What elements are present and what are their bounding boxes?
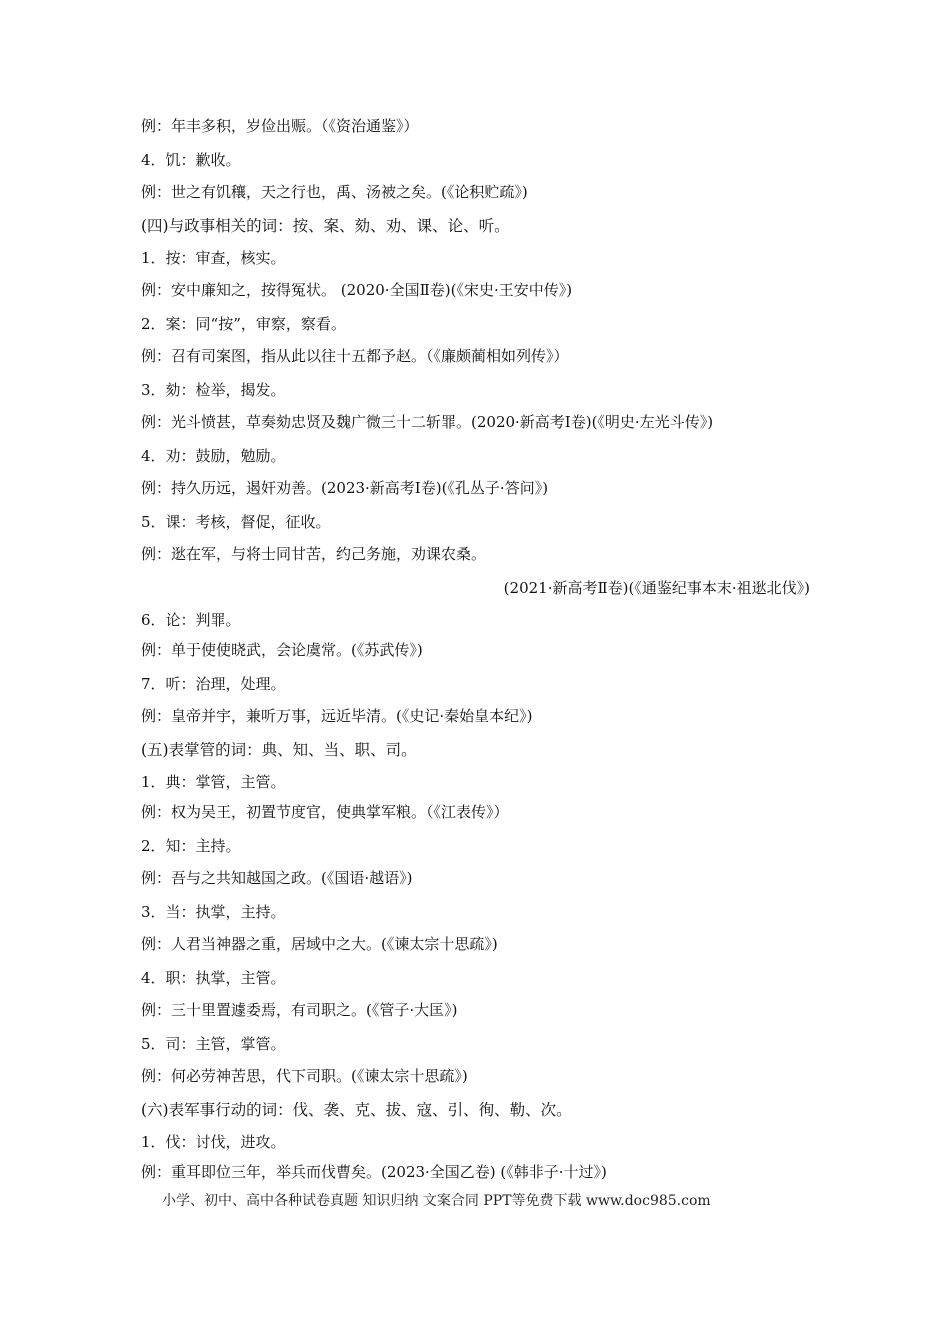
example-line: 例：逖在军，与将士同甘苦，约己务施，劝课农桑。 — [141, 545, 487, 563]
definition-line: 1．按：审查，核实。 — [141, 249, 286, 267]
example-line: 例：权为吴王，初置节度官，使典掌军粮。（《江表传》） — [141, 803, 509, 821]
example-line: 例：皇帝并宇，兼听万事，远近毕清。(《史记·秦始皇本纪》) — [141, 707, 533, 725]
definition-line: 2．案：同“按”，审察，察看。 — [141, 315, 346, 333]
source-citation: (2021·新高考Ⅱ卷)(《通鉴纪事本末·祖逖北伐》) — [503, 579, 810, 597]
example-line: 例：重耳即位三年，举兵而伐曹矣。(2023·全国乙卷) (《韩非子·十过》) — [141, 1163, 607, 1181]
example-line: 例：世之有饥穰，天之行也，禹、汤被之矣。(《论积贮疏》) — [141, 183, 528, 201]
section-heading: (五)表掌管的词：典、知、当、职、司。 — [141, 741, 417, 759]
page-footer: 小学、初中、高中各种试卷真题 知识归纳 文案合同 PPT等免费下载 www.doc985.com — [162, 1193, 711, 1209]
example-line: 例：年丰多积，岁俭出赈。（《资治通鉴》） — [141, 117, 419, 135]
definition-line: 1．典：掌管，主管。 — [141, 773, 286, 791]
section-heading: (六)表军事行动的词：伐、袭、克、拔、寇、引、徇、勒、次。 — [141, 1101, 572, 1119]
example-line: 例：人君当神器之重，居域中之大。(《谏太宗十思疏》) — [141, 935, 498, 953]
example-line: 例：何必劳神苦思，代下司职。(《谏太宗十思疏》) — [141, 1067, 468, 1085]
definition-line: 3．劾：检举，揭发。 — [141, 381, 286, 399]
example-line: 例：持久历远，遏奸劝善。(2023·新高考Ⅰ卷)(《孔丛子·答问》) — [141, 479, 549, 497]
example-line: 例：安中廉知之，按得冤状。 (2020·全国Ⅱ卷)(《宋史·王安中传》) — [141, 281, 573, 299]
example-line: 例：单于使使晓武，会论虞常。(《苏武传》) — [141, 641, 423, 659]
definition-line: 6．论：判罪。 — [141, 611, 241, 629]
example-line: 例：吾与之共知越国之政。(《国语·越语》) — [141, 869, 413, 887]
definition-line: 5．课：考核，督促，征收。 — [141, 513, 331, 531]
definition-line: 3．当：执掌，主持。 — [141, 903, 286, 921]
example-line: 例：三十里置遽委焉，有司职之。(《管子·大匡》) — [141, 1001, 458, 1019]
definition-line: 4．饥：歉收。 — [141, 151, 241, 169]
definition-line: 2．知：主持。 — [141, 837, 241, 855]
example-line: 例：光斗愤甚，草奏劾忠贤及魏广微三十二斩罪。(2020·新高考Ⅰ卷)(《明史·左光斗传》) — [141, 413, 714, 431]
definition-line: 4．职：执掌，主管。 — [141, 969, 286, 987]
definition-line: 1．伐：讨伐，进攻。 — [141, 1133, 286, 1151]
definition-line: 7．听：治理，处理。 — [141, 675, 286, 693]
definition-line: 4．劝：鼓励，勉励。 — [141, 447, 286, 465]
section-heading: (四)与政事相关的词：按、案、劾、劝、课、论、听。 — [141, 217, 510, 235]
definition-line: 5．司：主管，掌管。 — [141, 1035, 286, 1053]
example-line: 例：召有司案图，指从此以往十五都予赵。（《廉颇蔺相如列传》） — [141, 347, 569, 365]
